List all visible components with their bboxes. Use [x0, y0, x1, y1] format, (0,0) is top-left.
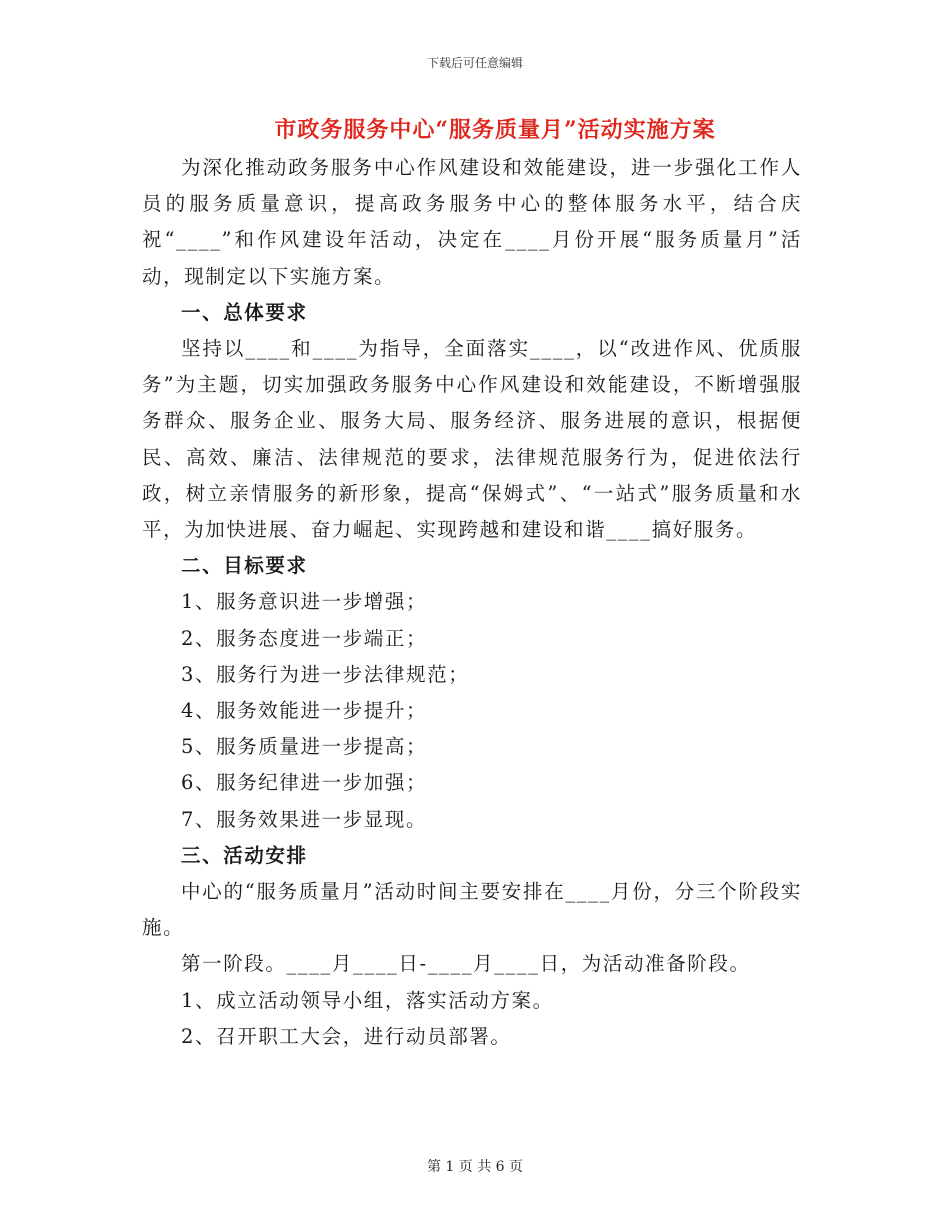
section-arrangement-paragraph: 中心的“服务质量月”活动时间主要安排在____月份，分三个阶段实施。 [142, 880, 802, 940]
section-heading-general: 一、总体要求 [181, 300, 308, 324]
document-body [142, 150, 802, 1055]
page-number: 第 1 页 共 6 页 [426, 1159, 524, 1175]
phase-item: 1、成立活动领导小组，落实活动方案。 [181, 988, 554, 1012]
document-title: 市政务服务中心“服务质量月”活动实施方案 [274, 117, 716, 143]
goal-item: 1、服务意识进一步增强； [181, 590, 428, 614]
section-heading-arrangement: 三、活动安排 [181, 843, 308, 867]
phase-item: 2、召开职工大会，进行动员部署。 [181, 1024, 512, 1048]
goal-item: 5、服务质量进一步提高； [181, 735, 428, 759]
phase-one-paragraph: 第一阶段。____月____日-____月____日，为活动准备阶段。 [181, 952, 751, 976]
section-general-paragraph: 坚持以____和____为指导，全面落实____，以“改进作风、优质服务”为主题，切实加强政务服务中心作风建设和效能建设，不断增强服务群众、服务企业、服务大局、服务经济、服务进展的意识，根据便民、高效、廉洁、法律规范的要求，法律规范服务行为，促进依法行政，树立亲情服务的新形象，提高“保姆式”、“一站式”服务质量和水平，为加快进展、奋力崛起、实现跨越和建设和谐____搞好服务。 [142, 337, 802, 542]
intro-paragraph: 为深化推动政务服务中心作风建设和效能建设，进一步强化工作人员的服务质量意识，提高政务服务中心的整体服务水平，结合庆祝“____”和作风建设年活动，决定在____月份开展“服务质量月”活动，现制定以下实施方案。 [142, 156, 802, 288]
goal-item: 7、服务效果进一步显现。 [181, 807, 428, 831]
goal-item: 3、服务行为进一步法律规范； [181, 662, 470, 686]
header-note: 下载后可任意编辑 [426, 56, 523, 70]
goal-item: 6、服务纪律进一步加强； [181, 771, 428, 795]
goal-item: 2、服务态度进一步端正； [181, 626, 428, 650]
goal-item: 4、服务效能进一步提升； [181, 699, 428, 723]
section-heading-goals: 二、目标要求 [181, 554, 308, 578]
